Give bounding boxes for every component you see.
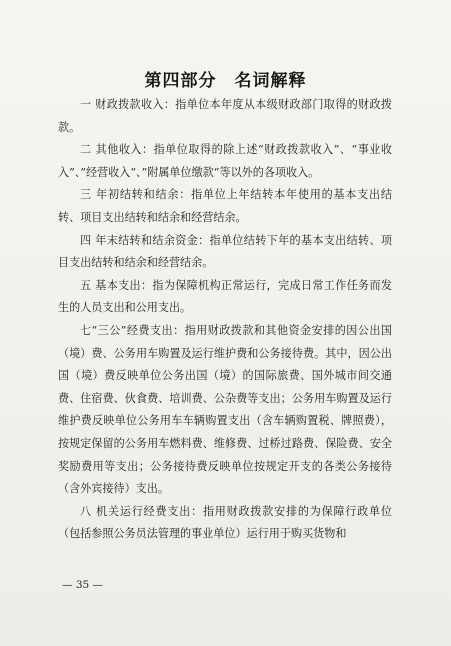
paragraph-beginning-carryover: 三 年初结转和结余：指单位上年结转本年使用的基本支出结转、项目支出结转和结余和经营结余。 (58, 188, 392, 224)
paragraph-agency-operating-expenses: 八 机关运行经费支出：指用财政拨款安排的为保障行政单位（包括参照公务员法管理的事业单位）运行用于购买货物和 (58, 504, 392, 541)
paragraph-other-income: 二 其他收入：指单位取得的除上述“财政拨款收入”、“事业收入”、”经营收入“、”附属单位缴款“等以外的各项收入。 (58, 143, 392, 179)
paragraph-basic-expenditure: 五 基本支出：指为保障机构正常运行，完成日常工作任务而发生的人员支出和公用支出。 (58, 278, 392, 315)
page-number: — 35 — (62, 579, 104, 591)
paragraph-year-end-carryover: 四 年末结转和结余资金：指单位结转下年的基本支出结转、项目支出结转和结余和经营结余。 (58, 233, 392, 270)
document-body (58, 94, 392, 546)
paragraph-three-public-expenses: 七“三公”经费支出：指用财政拨款和其他资金安排的因公出国（境）费、公务用车购置及运行维护费和公务接待费。其中，因公出国（境）费反映单位公务出国（境）的国际旅费、国外城市间交通费、住宿费、伙食费、培训费、公杂费等支出；公务用车购置及运行维护费反映单位公务用车车辆购置支出（含车辆购置税、牌照费），按规定保留的公务用车燃料费、维修费、过桥过路费、保险费、安全奖励费用等支出；公务接待费反映单位按规定开支的各类公务接待（含外宾接待）支出。 (58, 323, 392, 496)
paragraph-fiscal-appropriation-income: 一 财政拨款收入：指单位本年度从本级财政部门取得的财政拨款。 (58, 98, 392, 134)
page-title: 第四部分 名词解释 (144, 71, 307, 91)
